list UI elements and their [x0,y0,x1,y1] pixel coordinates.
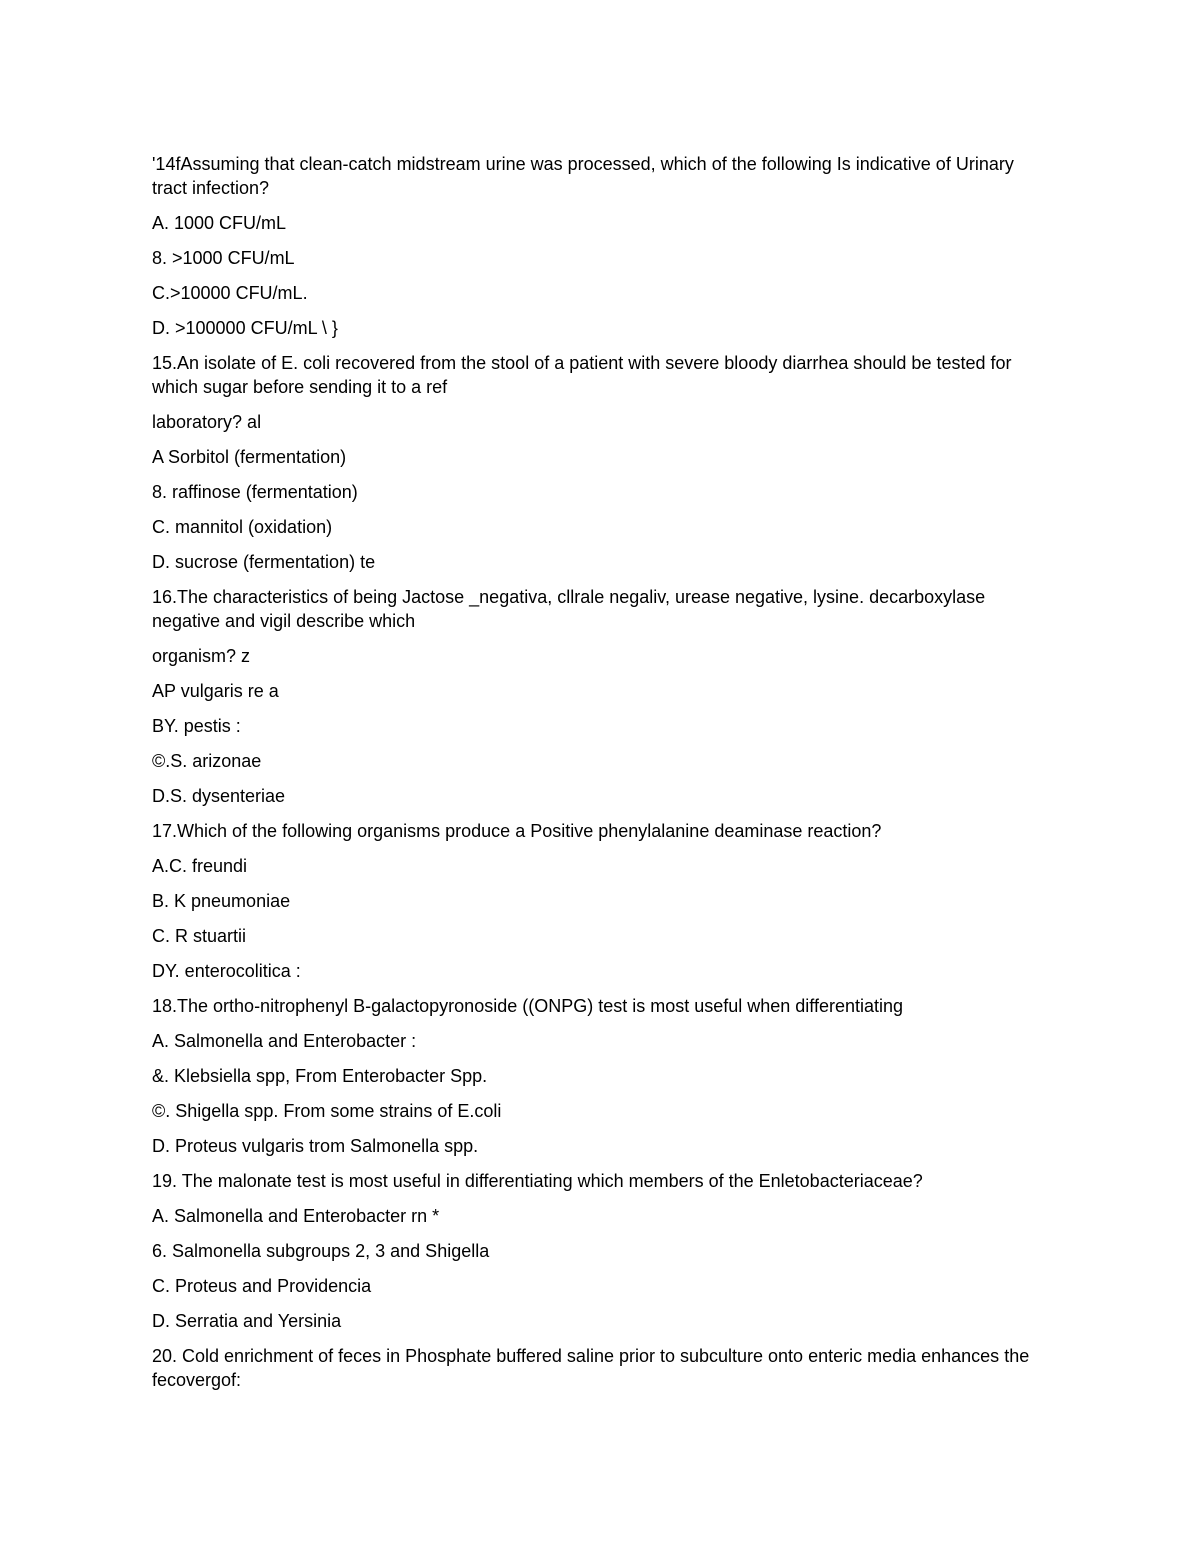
question-15-option-d: D. sucrose (fermentation) te [152,552,376,572]
question-16-option-b: BY. pestis : [152,716,241,736]
question-14-option-d: D. >100000 CFU/mL \ } [152,318,338,338]
question-19-text: 19. The malonate test is most useful in differentiating which members of the Enletobacteriaceae? [152,1171,923,1191]
question-16-text: 16.The characteristics of being Jactose _negativa, cllrale negaliv, urease negative, lysine. decarboxylase negative and vigil describe which [152,587,986,631]
question-20-text: 20. Cold enrichment of feces in Phosphate buffered saline prior to subculture onto enteric media enhances the fecovergof: [152,1346,1030,1390]
question-17-option-c: C. R stuartii [152,926,247,946]
question-15-text: 15.An isolate of E. coli recovered from the stool of a patient with severe bloody diarrhea should be tested for which sugar before sending it to a ref [152,353,1012,397]
question-19-option-a: A. Salmonella and Enterobacter rn * [152,1206,440,1226]
question-16-option-a: AP vulgaris re a [152,681,279,701]
question-15-text-continued: laboratory? al [152,412,262,432]
question-15-option-c: C. mannitol (oxidation) [152,517,333,537]
question-16-option-d: D.S. dysenteriae [152,786,286,806]
document-body [152,152,1052,1403]
question-14-text: '14fAssuming that clean-catch midstream urine was processed, which of the following Is indicative of Urinary tract infection? [152,154,1014,198]
question-18-option-a: A. Salmonella and Enterobacter : [152,1031,417,1051]
question-18-option-c: ©. Shigella spp. From some strains of E.coli [152,1101,502,1121]
question-17-option-a: A.C. freundi [152,856,248,876]
question-18-text: 18.The ortho-nitrophenyl B-galactopyronoside ((ONPG) test is most useful when differentiating [152,996,904,1016]
question-17-option-b: B. K pneumoniae [152,891,291,911]
question-16-option-c: ©.S. arizonae [152,751,262,771]
question-15-option-a: A Sorbitol (fermentation) [152,447,347,467]
question-16-text-continued: organism? z [152,646,251,666]
question-19-option-d: D. Serratia and Yersinia [152,1311,342,1331]
question-17-option-d: DY. enterocolitica : [152,961,301,981]
question-14-option-c: C.>10000 CFU/mL. [152,283,308,303]
question-19-option-b: 6. Salmonella subgroups 2, 3 and Shigella [152,1241,490,1261]
question-18-option-b: &. Klebsiella spp, From Enterobacter Spp. [152,1066,488,1086]
question-14-option-b: 8. >1000 CFU/mL [152,248,295,268]
question-17-text: 17.Which of the following organisms produce a Positive phenylalanine deaminase reaction? [152,821,882,841]
question-19-option-c: C. Proteus and Providencia [152,1276,372,1296]
question-18-option-d: D. Proteus vulgaris trom Salmonella spp. [152,1136,479,1156]
question-15-option-b: 8. raffinose (fermentation) [152,482,358,502]
question-14-option-a: A. 1000 CFU/mL [152,213,287,233]
